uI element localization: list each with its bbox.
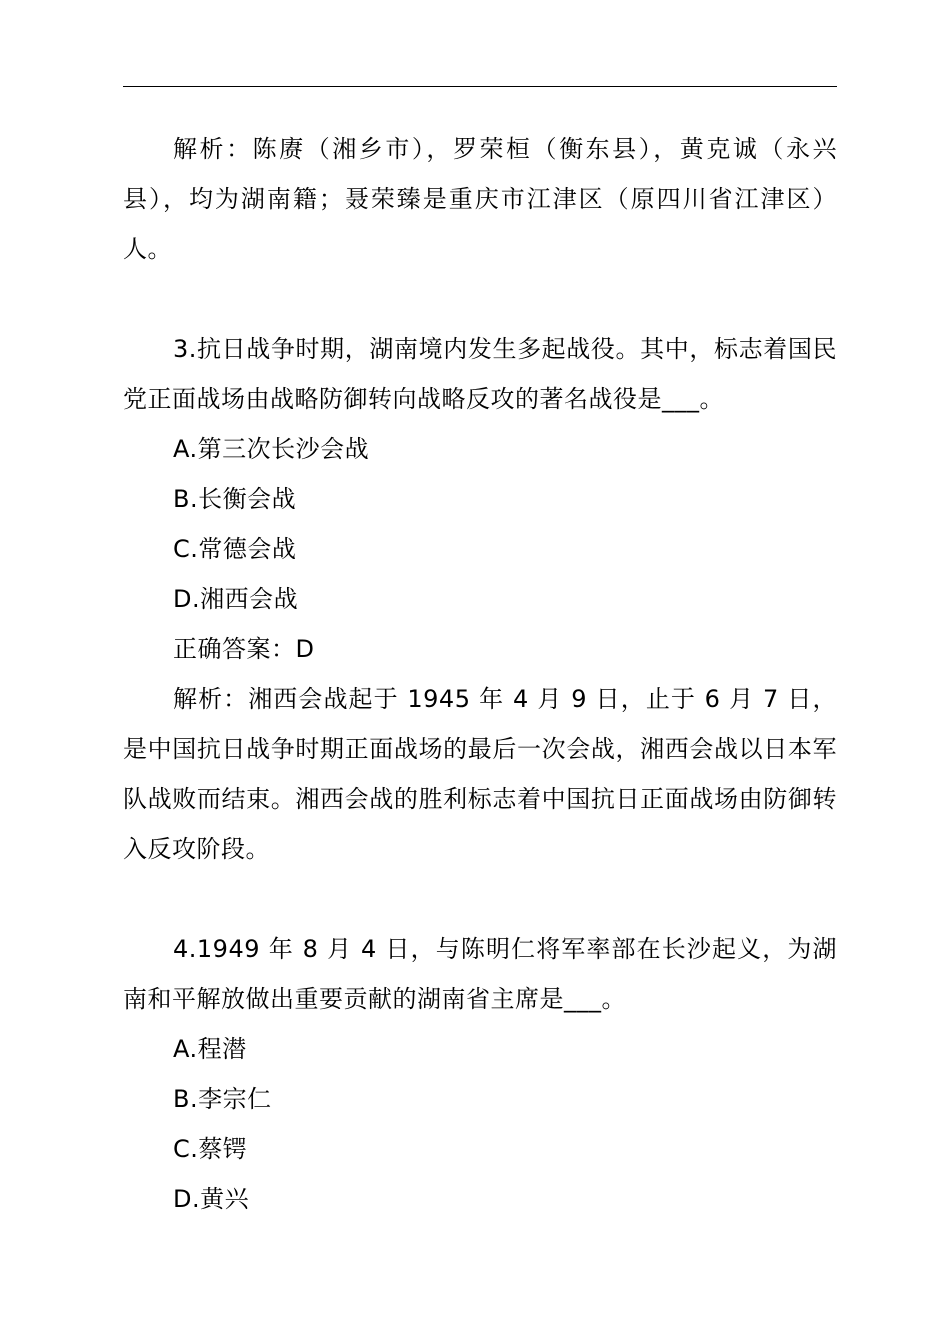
question-3-option-d: D.湘西会战 [173, 585, 299, 613]
header-rule [123, 86, 837, 87]
question-4-option-a: A.程潜 [173, 1035, 247, 1063]
question-3-option-b: B.长衡会战 [173, 485, 297, 513]
question-3-answer: 正确答案：D [173, 635, 315, 663]
question-4-option-b: B.李宗仁 [173, 1085, 272, 1113]
question-4-option-c: C.蔡锷 [173, 1135, 248, 1163]
spacer [123, 274, 837, 324]
previous-explanation: 解析：陈赓（湘乡市），罗荣桓（衡东县），黄克诚（永兴县），均为湖南籍；聂荣臻是重庆市江津区（原四川省江津区）人。 [123, 135, 837, 263]
document-body [123, 124, 837, 1224]
question-4-text: 4.1949 年 8 月 4 日，与陈明仁将军率部在长沙起义，为湖南和平解放做出重要贡献的湖南省主席是___。 [123, 935, 837, 1013]
question-3-text: 3.抗日战争时期，湖南境内发生多起战役。其中，标志着国民党正面战场由战略防御转向战略反攻的著名战役是___。 [123, 335, 837, 413]
question-3-option-c: C.常德会战 [173, 535, 297, 563]
question-3-option-a: A.第三次长沙会战 [173, 435, 370, 463]
spacer [123, 874, 837, 924]
question-3-explanation: 解析：湘西会战起于 1945 年 4 月 9 日，止于 6 月 7 日，是中国抗日战争时期正面战场的最后一次会战，湘西会战以日本军队战败而结束。湘西会战的胜利标志着中国抗日正面战场由防御转入反攻阶段。 [123, 685, 837, 863]
question-4-option-d: D.黄兴 [173, 1185, 250, 1213]
